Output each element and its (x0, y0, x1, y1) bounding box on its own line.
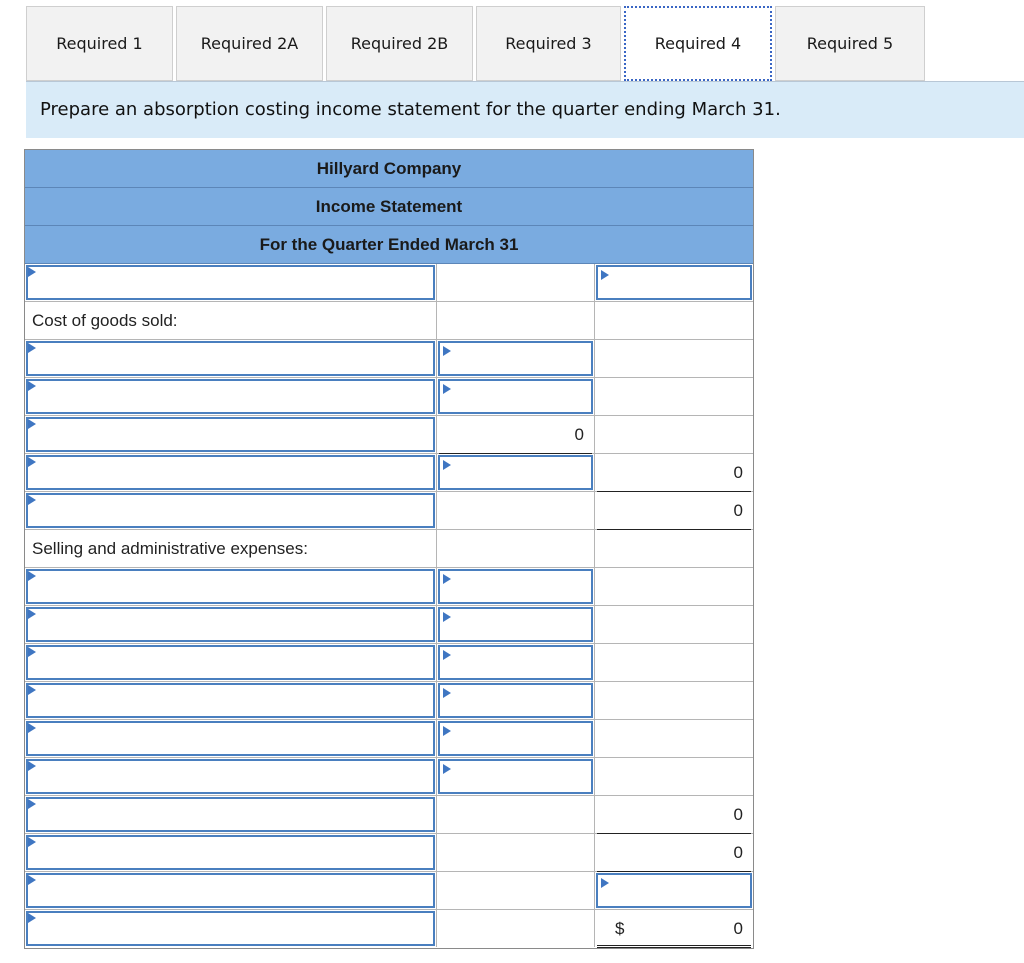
statement-row (25, 302, 753, 340)
tab-required-3[interactable]: Required 2B (326, 6, 473, 81)
statement-title: Income Statement (25, 188, 753, 226)
computed-total: 0 (733, 919, 743, 938)
dropdown-marker-icon (443, 460, 451, 470)
amount-input[interactable] (438, 569, 593, 604)
row-1-col-1 (25, 264, 437, 301)
statement-row (25, 530, 753, 568)
statement-row (25, 378, 753, 416)
row-10-col-1 (25, 606, 437, 643)
statement-row (25, 796, 753, 834)
account-select[interactable] (26, 607, 435, 642)
row-10-col-3 (595, 606, 753, 643)
row-5-col-1 (25, 416, 437, 453)
dropdown-marker-icon (28, 875, 36, 885)
dropdown-marker-icon (443, 764, 451, 774)
row-8-col-3 (595, 530, 753, 567)
row-5-col-3 (595, 416, 753, 453)
row-2-col-1 (25, 302, 437, 339)
account-select[interactable] (26, 873, 435, 908)
statement-period: For the Quarter Ended March 31 (25, 226, 753, 264)
section-label: Cost of goods sold: (32, 311, 178, 330)
dropdown-marker-icon (443, 346, 451, 356)
dropdown-marker-icon (28, 913, 36, 923)
dropdown-marker-icon (28, 723, 36, 733)
row-7-col-3 (595, 492, 753, 529)
income-statement (24, 149, 754, 949)
statement-row (25, 454, 753, 492)
dropdown-marker-icon (28, 495, 36, 505)
row-17-col-1 (25, 872, 437, 909)
row-1-col-2 (437, 264, 595, 301)
statement-row (25, 340, 753, 378)
dropdown-marker-icon (28, 837, 36, 847)
account-select[interactable] (26, 341, 435, 376)
dropdown-marker-icon (28, 457, 36, 467)
row-18-col-2 (437, 910, 595, 947)
account-select[interactable] (26, 759, 435, 794)
dropdown-marker-icon (443, 650, 451, 660)
dropdown-marker-icon (443, 688, 451, 698)
dropdown-marker-icon (443, 574, 451, 584)
row-2-col-2 (437, 302, 595, 339)
row-16-col-2 (437, 834, 595, 871)
account-select[interactable] (26, 683, 435, 718)
dropdown-marker-icon (28, 761, 36, 771)
statement-row (25, 834, 753, 872)
dropdown-marker-icon (601, 878, 609, 888)
statement-row (25, 606, 753, 644)
row-11-col-2 (437, 644, 595, 681)
account-select[interactable] (26, 911, 435, 946)
row-6-col-2 (437, 454, 595, 491)
computed-value: 0 (733, 501, 743, 520)
row-3-col-3 (595, 340, 753, 377)
row-18-col-1 (25, 910, 437, 947)
row-7-col-1 (25, 492, 437, 529)
account-select[interactable] (26, 721, 435, 756)
row-14-col-3 (595, 758, 753, 795)
dropdown-marker-icon (28, 685, 36, 695)
statement-row (25, 758, 753, 796)
computed-value: 0 (574, 425, 584, 444)
dropdown-marker-icon (28, 609, 36, 619)
statement-row (25, 416, 753, 454)
company-name: Hillyard Company (25, 150, 753, 188)
amount-input[interactable] (438, 607, 593, 642)
row-3-col-2 (437, 340, 595, 377)
tab-required-6[interactable]: Required 5 (775, 6, 925, 81)
row-1-col-3 (595, 264, 753, 301)
account-select[interactable] (26, 417, 435, 452)
computed-value: 0 (733, 805, 743, 824)
row-4-col-2 (437, 378, 595, 415)
row-14-col-2 (437, 758, 595, 795)
tab-required-2[interactable]: Required 2A (176, 6, 323, 81)
tab-required-5[interactable]: Required 4 (624, 6, 772, 81)
row-2-col-3 (595, 302, 753, 339)
account-select[interactable] (26, 379, 435, 414)
dropdown-marker-icon (443, 384, 451, 394)
statement-row (25, 492, 753, 530)
dropdown-marker-icon (28, 419, 36, 429)
row-12-col-1 (25, 682, 437, 719)
row-8-col-1 (25, 530, 437, 567)
row-6-col-3 (595, 454, 753, 491)
row-13-col-1 (25, 720, 437, 757)
row-10-col-2 (437, 606, 595, 643)
dropdown-marker-icon (28, 647, 36, 657)
row-16-col-3 (595, 834, 753, 871)
account-select[interactable] (26, 835, 435, 870)
statement-row (25, 568, 753, 606)
dropdown-marker-icon (28, 381, 36, 391)
double-underline (597, 945, 751, 948)
computed-value: 0 (733, 463, 743, 482)
account-select[interactable] (26, 797, 435, 832)
account-select[interactable] (26, 493, 435, 528)
instruction-text: Prepare an absorption costing income statement for the quarter ending March 31. (40, 99, 781, 120)
row-16-col-1 (25, 834, 437, 871)
statement-row (25, 720, 753, 758)
dropdown-marker-icon (443, 612, 451, 622)
row-5-col-2 (437, 416, 595, 453)
account-select[interactable] (26, 569, 435, 604)
account-select[interactable] (26, 645, 435, 680)
row-9-col-1 (25, 568, 437, 605)
row-13-col-3 (595, 720, 753, 757)
amount-input[interactable] (438, 721, 593, 756)
amount-input[interactable] (596, 265, 752, 300)
statement-row (25, 264, 753, 302)
requirement-tabs (26, 6, 928, 81)
instruction-bar (26, 81, 1024, 138)
dropdown-marker-icon (28, 799, 36, 809)
amount-input[interactable] (596, 873, 752, 908)
computed-value: 0 (733, 843, 743, 862)
row-8-col-2 (437, 530, 595, 567)
row-11-col-1 (25, 644, 437, 681)
statement-row (25, 872, 753, 910)
account-select[interactable] (26, 265, 435, 300)
amount-input[interactable] (438, 379, 593, 414)
tab-required-1[interactable]: Required 1 (26, 6, 173, 81)
amount-input[interactable] (438, 645, 593, 680)
dropdown-marker-icon (443, 726, 451, 736)
amount-input[interactable] (438, 341, 593, 376)
row-12-col-2 (437, 682, 595, 719)
account-select[interactable] (26, 455, 435, 490)
row-14-col-1 (25, 758, 437, 795)
row-6-col-1 (25, 454, 437, 491)
dropdown-marker-icon (28, 267, 36, 277)
tab-required-4[interactable]: Required 3 (476, 6, 621, 81)
row-18-col-3 (595, 910, 753, 947)
amount-input[interactable] (438, 683, 593, 718)
section-label: Selling and administrative expenses: (32, 539, 308, 558)
row-11-col-3 (595, 644, 753, 681)
amount-input[interactable] (438, 759, 593, 794)
row-13-col-2 (437, 720, 595, 757)
row-15-col-1 (25, 796, 437, 833)
dropdown-marker-icon (601, 270, 609, 280)
statement-row (25, 644, 753, 682)
row-3-col-1 (25, 340, 437, 377)
row-17-col-2 (437, 872, 595, 909)
row-4-col-1 (25, 378, 437, 415)
dollar-sign: $ (615, 919, 625, 938)
row-4-col-3 (595, 378, 753, 415)
statement-row (25, 682, 753, 720)
row-12-col-3 (595, 682, 753, 719)
dropdown-marker-icon (28, 343, 36, 353)
row-9-col-2 (437, 568, 595, 605)
row-9-col-3 (595, 568, 753, 605)
row-17-col-3 (595, 872, 753, 909)
row-15-col-3 (595, 796, 753, 833)
amount-input[interactable] (438, 455, 593, 490)
row-15-col-2 (437, 796, 595, 833)
statement-row (25, 910, 753, 948)
row-7-col-2 (437, 492, 595, 529)
dropdown-marker-icon (28, 571, 36, 581)
